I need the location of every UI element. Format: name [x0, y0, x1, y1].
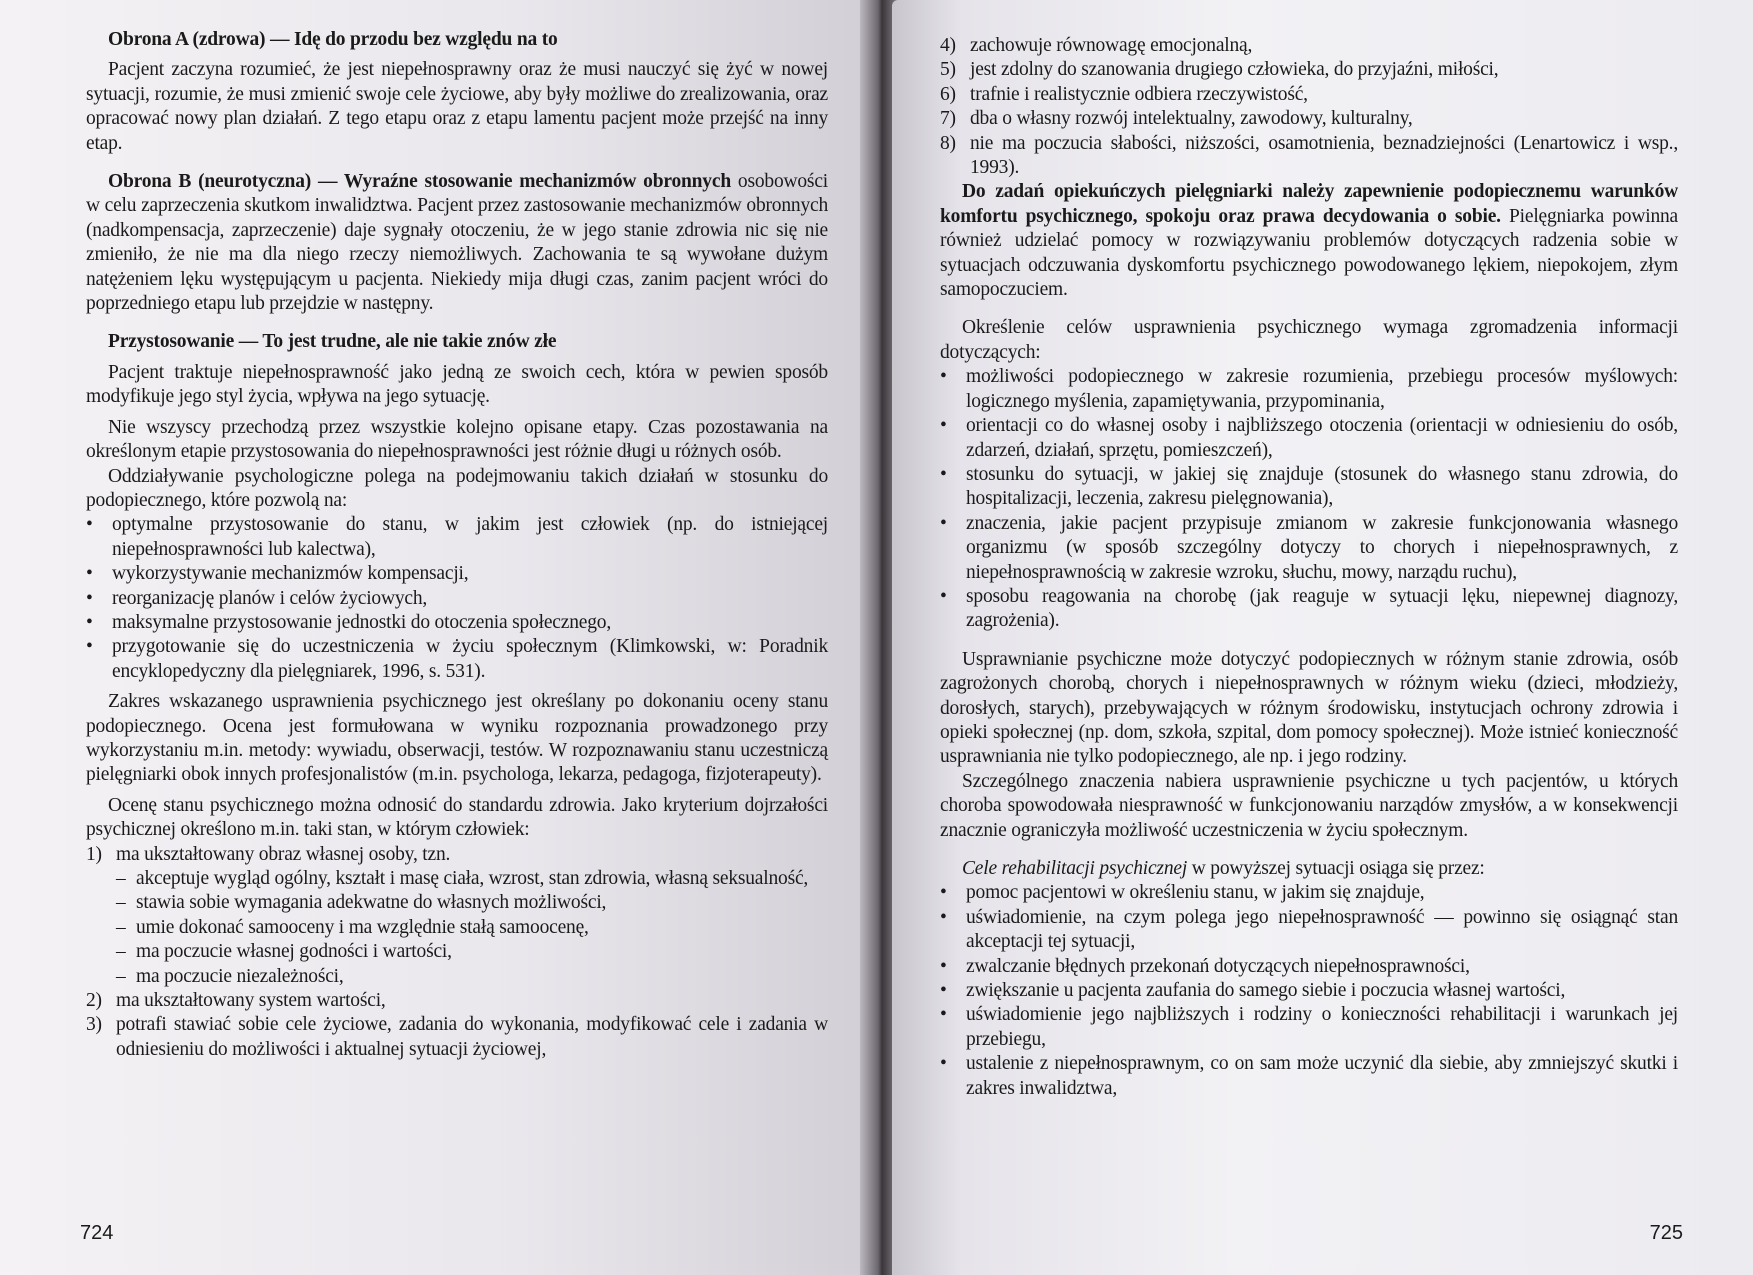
paragraph-cele — [940, 857, 1678, 881]
paragraph-zadania — [940, 180, 1678, 302]
paragraph-przystosowanie: Pacjent traktuje niepełnosprawność jako jedną ze swoich cech, która w pewien sposób modyfikuje jego styl życia, wpływa na jego sytuację. — [86, 361, 828, 408]
right-page-text — [940, 34, 1678, 1101]
obrona-b-body: osobowości w celu zaprzeczenia skutkom inwalidztwa. Pacjent przez zastosowanie mechanizmów obronnych (nadkompensacja, zaprzeczenie) daje sygnały otoczeniu, że w jego stanie zdrowia nic się nie zmieniło, że nie ma dla niego rzeczy niemożliwych. Zachowania te są wywołane dużym natężeniem lęku występującym u pacjenta. Niekiedy mija długi czas, zanim pacjent wróci do poprzedniego etapu lub przejdzie w następny. — [86, 171, 828, 315]
numbered-item-3: 3) potrafi stawiać sobie cele życiowe, zadania do wykonania, modyfikować cele i zadania w odniesieniu do możliwości i aktualnej sytuacji życiowej, — [86, 1014, 828, 1060]
bullet-list-oddzialywanie — [86, 513, 828, 684]
bullet-list-cele — [940, 881, 1678, 1101]
dash-item: – umie dokonać samooceny i ma względnie stałą samoocenę, — [116, 916, 589, 938]
dash-item: – ma poczucie niezależności, — [116, 965, 344, 987]
right-page — [892, 0, 1753, 1275]
section-heading-przystosowanie: Przystosowanie — To jest trudne, ale nie takie znów złe — [108, 331, 557, 353]
numbered-item-7: 7) dba o własny rozwój intelektualny, zawodowy, kulturalny, — [940, 108, 1413, 130]
numbered-item-2: 2) ma ukształtowany system wartości, — [86, 990, 386, 1012]
list-item: • maksymalne przystosowanie jednostki do otoczenia społecznego, — [86, 611, 611, 633]
paragraph-etapy: Nie wszyscy przechodzą przez wszystkie kolejno opisane etapy. Czas pozostawania na określonym etapie przystosowania do niepełnosprawności jest różnie długi u różnych osób. — [86, 416, 828, 463]
dash-item: – stawia sobie wymagania adekwatne do własnych możliwości, — [116, 892, 607, 914]
list-item: • możliwości podopiecznego w zakresie rozumienia, przebiegu procesów myślowych: logicznego myślenia, zapamiętywania, przypominania, — [940, 366, 1678, 412]
paragraph-oddzialywanie: Oddziaływanie psychologiczne polega na podejmowaniu takich działań w stosunku do podopiecznego, które pozwolą na: — [86, 465, 828, 511]
paragraph-cele-rest: w powyższej sytuacji osiąga się przez: — [1187, 858, 1485, 879]
list-item: • orientacji co do własnej osoby i najbliższego otoczenia (orientacji w odniesieniu do osób, zdarzeń, działań, sprzętu, pomieszczeń), — [940, 415, 1678, 461]
paragraph-obrona-a: Pacjent zaczyna rozumieć, że jest niepełnosprawny oraz że musi nauczyć się żyć w nowej sytuacji, rozumie, że musi zmienić swoje cele życiowe, aby były możliwe do zrealizowania, oraz opracować nowy plan działań. Z tego etapu oraz z etapu lamentu pacjent może przejść na inny etap. — [86, 59, 828, 154]
list-item: • pomoc pacjentowi w określeniu stanu, w jakim się znajduje, — [940, 882, 1425, 904]
list-item: • uświadomienie, na czym polega jego niepełnosprawność — powinno się osiągnąć stan akceptacji tej sytuacji, — [940, 906, 1678, 953]
list-item: • wykorzystywanie mechanizmów kompensacji, — [86, 563, 469, 585]
list-item: • uświadomienie jego najbliższych i rodziny o konieczności rehabilitacji i warunkach jej przebiegu, — [940, 1004, 1678, 1050]
list-item: • sposobu reagowania na chorobę (jak reaguje w sytuacji lęku, niepewnej diagnozy, zagrożenia). — [940, 585, 1678, 632]
paragraph-zadania-bold: Do zadań opiekuńczych pielęgniarki należy zapewnienie podopiecznemu warunków komfortu psychicznego, spokoju oraz prawa decydowania o sobie. — [940, 181, 1678, 227]
bullet-list-informacje — [940, 365, 1678, 633]
dash-item: – akceptuje wygląd ogólny, kształt i masę ciała, wzrost, stan zdrowia, własną seksualność, — [116, 868, 809, 889]
numbered-item-8: 8) nie ma poczucia słabości, niższości, osamotnienia, beznadziejności (Lenartowicz i wsp., 1993). — [940, 132, 1678, 179]
page-number-right: 725 — [1649, 1222, 1683, 1244]
section-heading-obrona-a: Obrona A (zdrowa) — Idę do przodu bez względu na to — [108, 29, 558, 50]
page-number-left: 724 — [80, 1222, 114, 1244]
paragraph-ocena: Ocenę stanu psychicznego można odnosić do standardu zdrowia. Jako kryterium dojrzałości psychicznej określono m.in. taki stan, w którym człowiek: — [86, 794, 828, 841]
dash-item: – ma poczucie własnej godności i wartości, — [116, 941, 452, 963]
list-item: • optymalne przystosowanie do stanu, w jakim jest człowiek (np. do istniejącej niepełnosprawności lub kalectwa), — [86, 514, 828, 560]
paragraph-obrona-b — [86, 170, 828, 316]
section-heading-obrona-b: Obrona B (neurotyczna) — Wyraźne stosowanie mechanizmów obronnych — [108, 171, 731, 193]
list-item: • przygotowanie się do uczestniczenia w życiu społecznym (Klimkowski, w: Poradnik encyklopedyczny dla pielęgniarek, 1996, s. 531). — [86, 636, 828, 682]
left-page — [0, 0, 868, 1275]
paragraph-usprawnianie: Usprawnianie psychiczne może dotyczyć podopiecznych w różnym stanie zdrowia, osób zagrożonych chorobą, chorych i niepełnosprawnych w różnym wieku (dzieci, młodzieży, dorosłych, starych), przebywających w różnym środowisku, instytucjach ochrony zdrowia i opieki społecznej (np. dom, szkoła, szpital, dom pomocy społecznej). Może istnieć konieczność usprawniania nie tylko podopiecznego, ale np. i jego rodziny. — [940, 648, 1678, 768]
paragraph-cele-italic: Cele rehabilitacji psychicznej — [962, 858, 1188, 879]
paragraph-szczegolnego: Szczególnego znaczenia nabiera usprawnienie psychiczne u tych pacjentów, u których choroba spowodowała niesprawność w funkcjonowaniu narządów zmysłów, a w konsekwencji znacznie ograniczyła możliwość uczestniczenia w życiu społecznym. — [940, 770, 1678, 841]
paragraph-okreslenie: Określenie celów usprawnienia psychicznego wymaga zgromadzenia informacji dotyczących: — [940, 317, 1678, 363]
numbered-item-4: 4) zachowuje równowagę emocjonalną, — [940, 35, 1253, 56]
list-item: • reorganizację planów i celów życiowych, — [86, 587, 428, 609]
list-item: • znaczenia, jakie pacjent przypisuje zmianom w zakresie funkcjonowania własnego organizmu (w sposób szczególny dotyczy to chorych i niepełnosprawnych, z niepełnosprawnością w zakresie wzroku, słuchu, mowy, narządu ruchu), — [940, 512, 1678, 583]
list-item: • ustalenie z niepełnosprawnym, co on sam może uczynić dla siebie, aby zmniejszyć skutki i zakres inwalidztwa, — [940, 1053, 1678, 1099]
numbered-item-5: 5) jest zdolny do szanowania drugiego człowieka, do przyjaźni, miłości, — [940, 59, 1499, 81]
list-item: • stosunku do sytuacji, w jakiej się znajduje (stosunek do własnego stanu zdrowia, do hospitalizacji, leczenia, zakresu pielęgnowania), — [940, 463, 1678, 510]
numbered-item-6: 6) trafnie i realistycznie odbiera rzeczywistość, — [940, 83, 1308, 105]
left-page-text — [86, 28, 828, 1062]
numbered-item-1: 1) ma ukształtowany obraz własnej osoby, tzn. — [86, 843, 451, 865]
paragraph-zadania-rest: Pielęgniarka powinna również udzielać pomocy w rozwiązywaniu problemów dotyczących radzenia sobie w sytuacjach odczuwania dyskomfortu psychicznego powodowanego lękiem, niepokojem, złym samopoczuciem. — [940, 205, 1678, 301]
list-item: • zwalczanie błędnych przekonań dotyczących niepełnosprawności, — [940, 955, 1470, 977]
list-item: • zwiększanie u pacjenta zaufania do samego siebie i poczucia własnej wartości, — [940, 980, 1566, 1002]
paragraph-zakres: Zakres wskazanego usprawnienia psychicznego jest określany po dokonaniu oceny stanu podopiecznego. Ocena jest formułowana w wyniku rozpoznania prowadzonego przy wykorzystaniu m.in. metody: wywiadu, obserwacji, testów. W rozpoznawaniu stanu uczestniczą pielęgniarki obok innych profesjonalistów (m.in. psychologa, lekarza, pedagoga, fizjoterapeuty). — [86, 691, 828, 786]
